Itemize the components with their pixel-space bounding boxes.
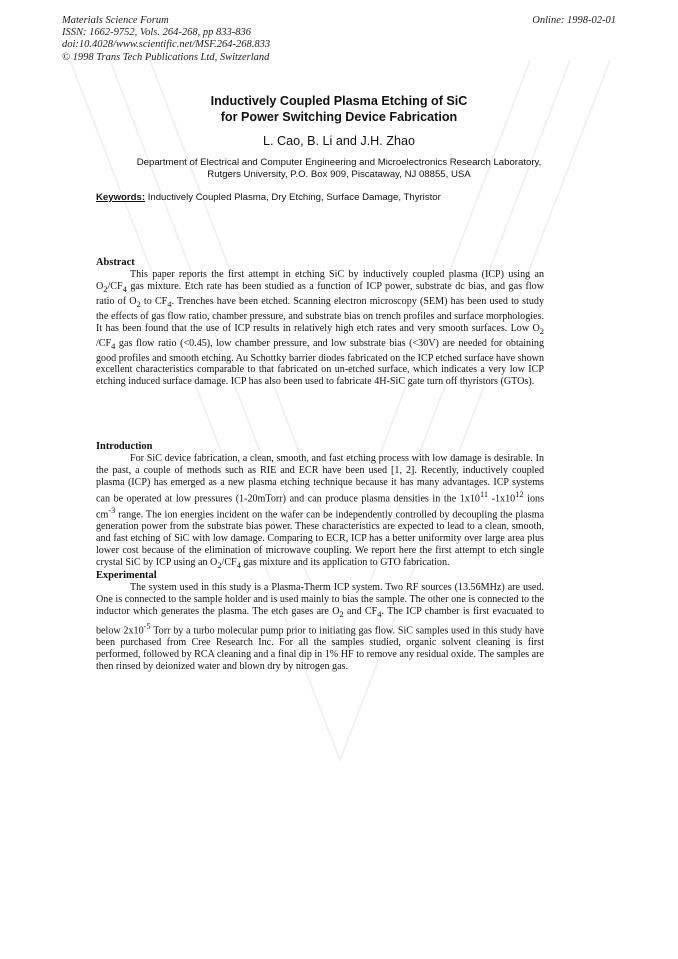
experimental-section <box>96 570 544 673</box>
experimental-heading: Experimental <box>96 570 157 581</box>
affiliation-line-2: Rutgers University, P.O. Box 909, Piscataway, NJ 08855, USA <box>207 168 471 180</box>
online-date: Online: 1998-02-01 <box>532 15 616 26</box>
authors: L. Cao, B. Li and J.H. Zhao <box>263 134 415 148</box>
introduction-text: For SiC device fabrication, a clean, smooth, and fast etching process with low damage is desirable. In the past, a couple of methods such as RIE and ECR have been used [1, 2]. Recently, inductively coupled plasma (ICP) has emerged as a new plasma etching technique because it has many advantages. ICP systems can be operated at low pressures (1-20mTorr) and can produce plasma densities in the $1x10^{11}$ $-1x10^{12}$ ions $cm^{-3}$ range. The ion energies incident on the wafer can be independently controlled by decoupling the plasma generation power from the substrate bias power. These characteristics are expected to lead to a clean, smooth, and fast etching of SiC with low damage. Comparing to ECR, ICP has a better uniformity over large area plus lower cost because of the elimination of microwave coupling. We report here the first attempt to etch single crystal SiC by ICP using an $O_2/CF_4$ gas mixture and its application to GTO fabrication. <box>96 453 544 570</box>
abstract-text: This paper reports the first attempt in etching SiC by inductively coupled plasma (ICP) using an $O_2/CF_4$ gas mixture. Etch rate has been studied as a function of ICP power, substrate dc bias, and gas flow ratio of $O_2$ to $CF_4$. Trenches have been etched. Scanning electron microscopy (SEM) has been used to study the effects of gas flow ratio, chamber pressure, and substrate bias on trench profiles and surface morphologies. It has been found that the use of ICP results in relatively high etch rates and very smooth surfaces. Low $O_2$ $/CF_4$ gas flow ratio (<0.45), low chamber pressure, and low substrate bias (<30V) are needed for obtaining good profiles and smooth etching. Au Schottky barrier diodes fabricated on the ICP etched surface have shown excellent characteristics comparable to that fabricated on un-etched surface, which indicates a very low ICP etching induced surface damage. ICP has also been used to fabricate 4H-SiC gate turn off thyristors (GTOs). <box>96 269 545 388</box>
journal-name: Materials Science Forum <box>62 15 169 26</box>
title-line-1: Inductively Coupled Plasma Etching of SiC <box>210 94 468 108</box>
journal-header <box>62 15 270 64</box>
keywords <box>96 192 441 203</box>
keywords-text: Inductively Coupled Plasma, Dry Etching, Surface Damage, Thyristor <box>147 192 441 203</box>
journal-doi[interactable]: doi:10.4028/www.scientific.net/MSF.264-268.833 <box>62 39 271 51</box>
keywords-label: Keywords: <box>96 192 146 203</box>
title-line-2: for Power Switching Device Fabrication <box>220 109 458 124</box>
abstract-section <box>96 257 544 388</box>
introduction-heading: Introduction <box>96 441 153 452</box>
experimental-text: The system used in this study is a Plasma-Therm ICP system. Two RF sources (13.56MHz) are used. One is connected to the sample holder and is used mainly to bias the sample. The other one is connected to the inductor which generates the plasma. The etch gases are $O_2$ and $CF_4$. The ICP chamber is first evacuated to below $2x10^{-5}$ Torr by a turbo molecular pump prior to initiating gas flow. SiC samples used in this study have been purchased from Cree Research Inc. For all the samples studied, organic solvent cleaning is first performed, followed by RCA cleaning and a final dip in 1% HF to remove any residual oxide. The samples are then rinsed by deionized water and blown dry by nitrogen gas. <box>96 582 545 672</box>
introduction-section <box>96 441 544 572</box>
abstract-heading: Abstract <box>96 257 135 268</box>
affiliation <box>0 157 678 180</box>
journal-issn: ISSN: 1662-9752, Vols. 264-268, pp 833-836 <box>62 27 251 39</box>
journal-copyright: © 1998 Trans Tech Publications Ltd, Switzerland <box>62 51 270 63</box>
paper-title <box>0 94 678 125</box>
affiliation-line-1: Department of Electrical and Computer Engineering and Microelectronics Research Laboratory, <box>136 157 542 168</box>
